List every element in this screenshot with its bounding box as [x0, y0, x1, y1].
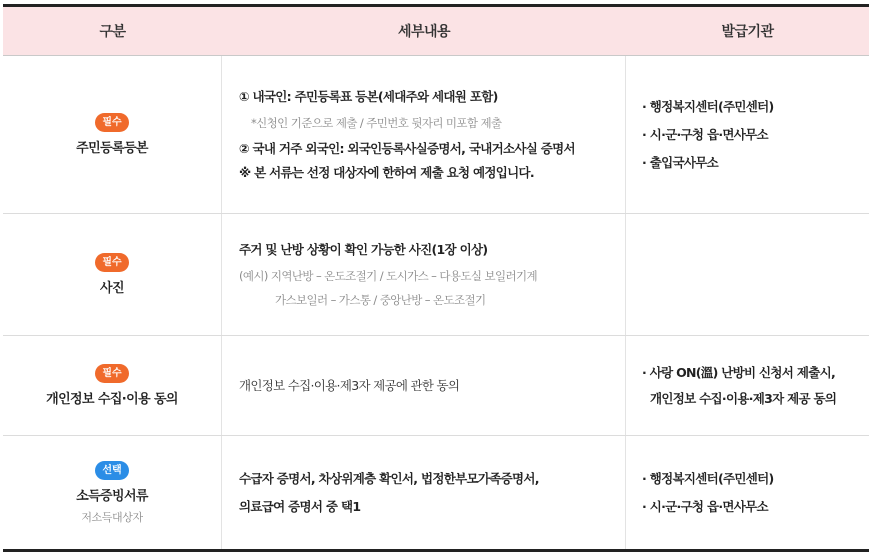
required-badge: 필수 [95, 364, 129, 383]
category-cell [3, 214, 222, 335]
detail-note: *신청인 기준으로 제출 / 주민번호 뒷자리 미포함 제출 [251, 115, 502, 130]
details-cell [222, 336, 626, 435]
issuer-cell [626, 56, 869, 213]
category-cell [3, 336, 222, 435]
detail-note: 가스보일러 – 가스통 / 중앙난방 – 온도조절기 [275, 292, 486, 307]
issuer-cell [626, 336, 869, 435]
issuer-item: · 시·군·구청 읍·면사무소 [642, 498, 768, 514]
issuer-cell [626, 214, 869, 335]
details-cell [222, 56, 626, 213]
issuer-item: · 출입국사무소 [642, 154, 718, 170]
document-table [3, 4, 869, 552]
detail-line: 수급자 증명서, 차상위계층 확인서, 법정한부모가족증명서, [239, 470, 539, 486]
detail-line: 의료급여 증명서 중 택1 [239, 498, 361, 514]
category-label: 소득증빙서류 [76, 488, 148, 504]
optional-badge: 선택 [95, 461, 129, 480]
header-details: 세부내용 [397, 24, 451, 40]
table-row-photo [3, 214, 869, 336]
issuer-item: 개인정보 수집·이용·제3자 제공 동의 [650, 390, 837, 406]
issuer-item: · 사랑 ON(溫) 난방비 신청서 제출시, [642, 364, 835, 380]
table-row-income-proof [3, 436, 869, 549]
details-cell [222, 214, 626, 335]
issuer-item: · 행정복지센터(주민센터) [642, 470, 774, 486]
detail-line: ② 국내 거주 외국인: 외국인등록사실증명서, 국내거소사실 증명서 [239, 140, 575, 156]
detail-line: 주거 및 난방 상황이 확인 가능한 사진(1장 이상) [239, 241, 488, 257]
detail-notice: ※ 본 서류는 선정 대상자에 한하여 제출 요청 예정입니다. [239, 164, 534, 180]
category-label: 사진 [100, 281, 124, 296]
detail-line: 개인정보 수집·이용·제3자 제공에 관한 동의 [239, 377, 460, 393]
required-badge: 필수 [95, 113, 129, 132]
table-header [3, 7, 869, 56]
category-cell [3, 436, 222, 549]
category-sublabel: 저소득대상자 [81, 510, 143, 524]
category-label: 주민등록등본 [76, 141, 148, 156]
issuer-item: · 시·군·구청 읍·면사무소 [642, 126, 768, 142]
table-row-resident-registration [3, 56, 869, 214]
issuer-item: · 행정복지센터(주민센터) [642, 98, 774, 114]
category-label: 개인정보 수집·이용 동의 [46, 392, 178, 407]
detail-note: (예시) 지역난방 – 온도조절기 / 도시가스 – 다용도실 보일러기계 [239, 268, 538, 283]
header-issuer: 발급기관 [721, 24, 774, 40]
detail-line: ① 내국인: 주민등록표 등본(세대주와 세대원 포함) [239, 88, 498, 104]
required-badge: 필수 [95, 253, 129, 272]
category-cell [3, 56, 222, 213]
table-row-privacy-consent [3, 336, 869, 436]
header-category: 구분 [99, 24, 126, 40]
issuer-cell [626, 436, 869, 549]
details-cell [222, 436, 626, 549]
